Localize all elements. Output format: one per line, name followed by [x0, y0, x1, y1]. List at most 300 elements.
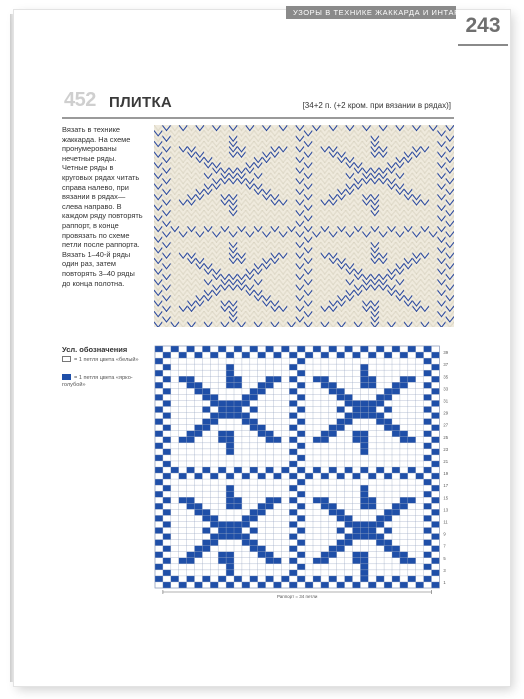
chart-stitch-blue — [218, 576, 226, 582]
chart-stitch-blue — [424, 370, 432, 376]
pattern-stitch-count: [34+2 п. (+2 кром. при вязании в рядах)] — [302, 101, 451, 110]
chart-stitch-blue — [179, 558, 187, 564]
chart-stitch-blue — [234, 534, 242, 540]
chart-stitch-blue — [155, 479, 163, 485]
chart-stitch-blue — [155, 552, 163, 558]
chart-stitch-blue — [210, 521, 218, 527]
chart-stitch-blue — [274, 437, 282, 443]
chart-stitch-blue — [424, 528, 432, 534]
chart-row-number: 25 — [443, 434, 449, 440]
chart-stitch-blue — [187, 437, 195, 443]
chart-stitch-blue — [392, 346, 400, 352]
chart-stitch-blue — [163, 364, 171, 370]
chart-stitch-blue — [226, 352, 234, 358]
chart-stitch-blue — [360, 443, 368, 449]
chart-stitch-blue — [226, 491, 234, 497]
chart-stitch-blue — [376, 419, 384, 425]
chart-stitch-blue — [187, 382, 195, 388]
legend-title: Усл. обозначения — [62, 345, 128, 354]
chart-stitch-blue — [179, 437, 187, 443]
chart-stitch-blue — [392, 509, 400, 515]
chart-stitch-blue — [353, 431, 361, 437]
chart-stitch-blue — [408, 467, 416, 473]
chart-stitch-blue — [384, 425, 392, 431]
chart-stitch-blue — [321, 352, 329, 358]
chart-stitch-blue — [202, 509, 210, 515]
chart-stitch-blue — [195, 473, 203, 479]
chart-stitch-blue — [226, 407, 234, 413]
chart-stitch-blue — [384, 582, 392, 588]
chart-stitch-blue — [432, 400, 440, 406]
chart-stitch-blue — [353, 352, 361, 358]
chart-stitch-blue — [226, 382, 234, 388]
chart-stitch-blue — [329, 576, 337, 582]
chart-stitch-blue — [297, 515, 305, 521]
chart-stitch-blue — [297, 528, 305, 534]
chart-stitch-blue — [368, 376, 376, 382]
chart-stitch-blue — [155, 491, 163, 497]
chart-stitch-blue — [163, 582, 171, 588]
chart-stitch-blue — [345, 540, 353, 546]
chart-stitch-blue — [234, 528, 242, 534]
chart-stitch-blue — [289, 400, 297, 406]
chart-stitch-blue — [360, 570, 368, 576]
chart-stitch-blue — [250, 515, 258, 521]
chart-stitch-blue — [360, 370, 368, 376]
chart-stitch-blue — [384, 407, 392, 413]
chart-stitch-blue — [187, 576, 195, 582]
chart-row-number: 23 — [443, 446, 449, 452]
chart-stitch-blue — [376, 534, 384, 540]
chart-stitch-blue — [210, 540, 218, 546]
chart-stitch-blue — [297, 419, 305, 425]
legend-label-white: = 1 петля цвета «белый» — [74, 357, 139, 363]
chart-stitch-blue — [424, 503, 432, 509]
chart-stitch-blue — [266, 497, 274, 503]
chart-stitch-blue — [432, 352, 440, 358]
chart-stitch-blue — [210, 582, 218, 588]
chart-stitch-blue — [187, 346, 195, 352]
chart-stitch-blue — [195, 388, 203, 394]
chart-stitch-blue — [258, 431, 266, 437]
chart-stitch-blue — [250, 419, 258, 425]
chart-stitch-blue — [424, 564, 432, 570]
chart-stitch-blue — [195, 552, 203, 558]
chart-stitch-blue — [376, 515, 384, 521]
chart-stitch-blue — [226, 443, 234, 449]
chart-stitch-blue — [155, 419, 163, 425]
chart-stitch-blue — [384, 540, 392, 546]
chart-stitch-blue — [368, 407, 376, 413]
chart-stitch-blue — [242, 521, 250, 527]
chart-stitch-blue — [250, 528, 258, 534]
chart-stitch-blue — [179, 497, 187, 503]
chart-stitch-blue — [289, 485, 297, 491]
chart-stitch-blue — [384, 546, 392, 552]
chart-stitch-blue — [353, 582, 361, 588]
chart-stitch-blue — [368, 503, 376, 509]
chart-stitch-blue — [368, 352, 376, 358]
chart-stitch-blue — [155, 407, 163, 413]
chart-stitch-blue — [432, 425, 440, 431]
chart-stitch-blue — [329, 546, 337, 552]
chart-row-number: 19 — [443, 471, 449, 477]
chart-row-number: 35 — [443, 374, 449, 380]
chart-stitch-blue — [234, 346, 242, 352]
chart-stitch-blue — [376, 521, 384, 527]
chart-stitch-blue — [432, 364, 440, 370]
chart-stitch-blue — [368, 534, 376, 540]
chart-stitch-blue — [392, 431, 400, 437]
chart-stitch-blue — [368, 528, 376, 534]
chart-stitch-blue — [392, 552, 400, 558]
chart-stitch-blue — [266, 552, 274, 558]
chart-stitch-blue — [360, 552, 368, 558]
chart-stitch-blue — [360, 382, 368, 388]
chart-stitch-blue — [163, 473, 171, 479]
chart-stitch-blue — [195, 503, 203, 509]
chart-stitch-blue — [424, 467, 432, 473]
chart-stitch-blue — [360, 534, 368, 540]
chart-stitch-blue — [187, 503, 195, 509]
chart-stitch-blue — [376, 413, 384, 419]
chart-stitch-blue — [400, 503, 408, 509]
legend-item-white — [62, 356, 152, 364]
chart-stitch-blue — [305, 582, 313, 588]
chart-stitch-blue — [408, 558, 416, 564]
chart-stitch-blue — [416, 473, 424, 479]
chart-stitch-blue — [337, 388, 345, 394]
title-rule — [62, 117, 454, 119]
chart-row-number: 39 — [443, 350, 449, 356]
chart-stitch-blue — [163, 413, 171, 419]
chart-stitch-blue — [337, 419, 345, 425]
chart-stitch-blue — [155, 540, 163, 546]
chart-stitch-blue — [432, 376, 440, 382]
chart-stitch-blue — [289, 449, 297, 455]
chart-stitch-blue — [432, 473, 440, 479]
chart-stitch-blue — [210, 394, 218, 400]
chart-stitch-blue — [155, 503, 163, 509]
chart-stitch-blue — [289, 521, 297, 527]
chart-stitch-blue — [345, 400, 353, 406]
chart-stitch-blue — [329, 467, 337, 473]
chart-stitch-blue — [297, 370, 305, 376]
chart-stitch-blue — [360, 576, 368, 582]
chart-stitch-blue — [155, 443, 163, 449]
chart-stitch-blue — [258, 582, 266, 588]
chart-stitch-blue — [195, 546, 203, 552]
chart-row-number: 15 — [443, 495, 449, 501]
chart-stitch-blue — [337, 509, 345, 515]
chart-stitch-blue — [432, 497, 440, 503]
chart-stitch-blue — [226, 449, 234, 455]
chart-stitch-blue — [297, 491, 305, 497]
chart-stitch-blue — [313, 558, 321, 564]
chart-stitch-blue — [202, 394, 210, 400]
chart-stitch-blue — [384, 394, 392, 400]
chart-stitch-blue — [163, 461, 171, 467]
chart-stitch-blue — [392, 503, 400, 509]
chart-stitch-blue — [313, 437, 321, 443]
chart-stitch-blue — [281, 576, 289, 582]
chart-stitch-blue — [321, 582, 329, 588]
chart-stitch-blue — [179, 582, 187, 588]
chart-stitch-blue — [400, 473, 408, 479]
chart-stitch-blue — [353, 473, 361, 479]
chart-stitch-blue — [360, 413, 368, 419]
chart-stitch-blue — [155, 455, 163, 461]
chart-stitch-blue — [345, 521, 353, 527]
chart-stitch-blue — [218, 558, 226, 564]
chart-stitch-blue — [424, 358, 432, 364]
chart-stitch-blue — [234, 497, 242, 503]
chart-stitch-blue — [250, 546, 258, 552]
chart-stitch-blue — [297, 443, 305, 449]
page-number-rule — [458, 44, 508, 46]
chart-stitch-blue — [289, 461, 297, 467]
chart-stitch-blue — [266, 376, 274, 382]
chart-stitch-blue — [337, 540, 345, 546]
chart-stitch-blue — [321, 382, 329, 388]
chart-stitch-blue — [360, 431, 368, 437]
chart-stitch-blue — [289, 509, 297, 515]
chart-stitch-blue — [408, 376, 416, 382]
chart-stitch-blue — [384, 509, 392, 515]
chart-stitch-blue — [171, 467, 179, 473]
chart-stitch-blue — [297, 503, 305, 509]
chart-stitch-blue — [274, 376, 282, 382]
chart-row-number: 1 — [443, 579, 446, 585]
chart-stitch-blue — [392, 382, 400, 388]
chart-stitch-blue — [400, 582, 408, 588]
chart-stitch-blue — [313, 576, 321, 582]
chart-stitch-blue — [424, 491, 432, 497]
chart-stitch-blue — [424, 443, 432, 449]
chart-stitch-blue — [195, 425, 203, 431]
chart-stitch-blue — [226, 503, 234, 509]
pattern-number: 452 — [64, 89, 96, 111]
chart-stitch-blue — [360, 449, 368, 455]
chart-stitch-blue — [376, 394, 384, 400]
chart-stitch-blue — [345, 534, 353, 540]
chart-stitch-blue — [155, 358, 163, 364]
chart-stitch-blue — [424, 346, 432, 352]
chart-stitch-blue — [353, 407, 361, 413]
chart-stitch-blue — [187, 552, 195, 558]
chart-stitch-blue — [195, 509, 203, 515]
chart-row-number: 13 — [443, 507, 449, 513]
chart-stitch-blue — [353, 521, 361, 527]
chart-stitch-blue — [210, 419, 218, 425]
chart-stitch-blue — [360, 485, 368, 491]
legend-label-blue: = 1 петля цвета «ярко-голубой» — [62, 375, 133, 388]
legend-swatch-white — [62, 356, 71, 362]
chart-row-number: 21 — [443, 458, 449, 464]
chart-stitch-blue — [416, 352, 424, 358]
chart-stitch-blue — [289, 364, 297, 370]
chart-stitch-blue — [202, 425, 210, 431]
chart-stitch-blue — [226, 564, 234, 570]
knitted-sample-photo — [154, 125, 454, 327]
chart-stitch-blue — [424, 515, 432, 521]
chart-stitch-blue — [226, 413, 234, 419]
chart-stitch-blue — [266, 431, 274, 437]
chart-stitch-blue — [360, 521, 368, 527]
chart-stitch-blue — [337, 546, 345, 552]
chart-stitch-blue — [266, 558, 274, 564]
chart-stitch-blue — [234, 521, 242, 527]
chart-stitch-blue — [171, 346, 179, 352]
chart-stitch-blue — [432, 521, 440, 527]
chart-stitch-blue — [424, 455, 432, 461]
running-head: УЗОРЫ В ТЕХНИКЕ ЖАККАРДА И ИНТАРСИИ — [286, 6, 456, 19]
chart-stitch-blue — [297, 552, 305, 558]
chart-stitch-blue — [313, 346, 321, 352]
chart-stitch-blue — [258, 352, 266, 358]
chart-stitch-blue — [226, 400, 234, 406]
chart-stitch-blue — [368, 497, 376, 503]
chart-stitch-blue — [360, 364, 368, 370]
chart-stitch-blue — [218, 552, 226, 558]
chart-stitch-blue — [432, 449, 440, 455]
chart-stitch-blue — [250, 467, 258, 473]
chart-stitch-blue — [337, 352, 345, 358]
chart-stitch-blue — [329, 503, 337, 509]
chart-row-number: 17 — [443, 483, 449, 489]
chart-stitch-blue — [250, 407, 258, 413]
chart-stitch-blue — [432, 388, 440, 394]
chart-stitch-blue — [297, 431, 305, 437]
chart-stitch-blue — [297, 479, 305, 485]
chart-stitch-blue — [376, 467, 384, 473]
chart-stitch-blue — [384, 419, 392, 425]
chart-stitch-blue — [289, 425, 297, 431]
chart-stitch-blue — [297, 467, 305, 473]
chart-stitch-blue — [424, 552, 432, 558]
chart-stitch-blue — [274, 352, 282, 358]
chart-stitch-blue — [345, 346, 353, 352]
chart-stitch-blue — [384, 528, 392, 534]
chart-stitch-blue — [297, 540, 305, 546]
chart-stitch-blue — [345, 419, 353, 425]
chart-stitch-blue — [321, 376, 329, 382]
chart-stitch-blue — [179, 473, 187, 479]
chart-stitch-blue — [392, 576, 400, 582]
chart-stitch-blue — [187, 558, 195, 564]
knitting-chart — [154, 345, 452, 600]
chart-stitch-blue — [155, 515, 163, 521]
chart-stitch-blue — [210, 413, 218, 419]
chart-stitch-blue — [195, 582, 203, 588]
chart-stitch-blue — [305, 352, 313, 358]
chart-stitch-blue — [321, 558, 329, 564]
chart-stitch-blue — [218, 534, 226, 540]
chart-row-number: 9 — [443, 531, 446, 537]
chart-stitch-blue — [368, 400, 376, 406]
chart-stitch-blue — [297, 346, 305, 352]
chart-stitch-blue — [368, 413, 376, 419]
chart-stitch-blue — [202, 467, 210, 473]
chart-stitch-blue — [250, 388, 258, 394]
chart-stitch-blue — [258, 503, 266, 509]
chart-stitch-blue — [258, 552, 266, 558]
chart-stitch-blue — [424, 419, 432, 425]
chart-stitch-blue — [218, 528, 226, 534]
chart-stitch-blue — [345, 515, 353, 521]
chart-stitch-blue — [179, 352, 187, 358]
instructions-text: Вязать в технике жаккарда. На схеме пронумерованы нечетные ряды. Четные ряды в круговых рядах читать справа налево, при вязании в рядах—слева направо. В каждом ряду повторять раппорт, в конце провязать по схеме петли после раппорта. Вязать 1–40-й ряды один раз, затем повторять 3–40 ряды до конца полотна. — [62, 125, 143, 288]
chart-stitch-blue — [218, 400, 226, 406]
chart-stitch-blue — [313, 376, 321, 382]
chart-stitch-blue — [353, 552, 361, 558]
chart-stitch-blue — [250, 509, 258, 515]
chart-stitch-blue — [226, 364, 234, 370]
chart-stitch-blue — [266, 503, 274, 509]
chart-stitch-blue — [155, 431, 163, 437]
knit-texture — [154, 125, 454, 327]
chart-stitch-blue — [329, 346, 337, 352]
chart-stitch-blue — [289, 376, 297, 382]
chart-stitch-blue — [360, 467, 368, 473]
chart-stitch-blue — [163, 485, 171, 491]
chart-stitch-blue — [250, 540, 258, 546]
chart-stitch-blue — [297, 407, 305, 413]
chart-stitch-blue — [163, 570, 171, 576]
chart-stitch-blue — [163, 400, 171, 406]
chart-stitch-blue — [226, 437, 234, 443]
chart-stitch-blue — [242, 413, 250, 419]
chart-stitch-blue — [250, 576, 258, 582]
chart-stitch-blue — [321, 437, 329, 443]
chart-stitch-blue — [432, 485, 440, 491]
chart-stitch-blue — [297, 564, 305, 570]
chart-stitch-blue — [400, 431, 408, 437]
chart-stitch-blue — [226, 528, 234, 534]
chart-row-number: 37 — [443, 362, 449, 368]
pattern-title: ПЛИТКА — [109, 94, 173, 111]
chart-stitch-blue — [266, 467, 274, 473]
chart-stitch-blue — [289, 558, 297, 564]
chart-stitch-blue — [400, 558, 408, 564]
chart-stitch-blue — [226, 534, 234, 540]
chart-stitch-blue — [155, 382, 163, 388]
chart-stitch-blue — [163, 546, 171, 552]
chart-stitch-blue — [274, 582, 282, 588]
chart-stitch-blue — [218, 431, 226, 437]
chart-stitch-blue — [179, 376, 187, 382]
chart-stitch-blue — [163, 497, 171, 503]
chart-stitch-blue — [226, 473, 234, 479]
chart-stitch-blue — [218, 437, 226, 443]
chart-stitch-blue — [329, 388, 337, 394]
chart-stitch-blue — [258, 388, 266, 394]
chart-stitch-blue — [321, 473, 329, 479]
chart-stitch-blue — [400, 352, 408, 358]
chart-stitch-blue — [408, 346, 416, 352]
chart-stitch-blue — [266, 382, 274, 388]
chart-stitch-blue — [218, 467, 226, 473]
chart-stitch-blue — [163, 521, 171, 527]
chart-row-number: 33 — [443, 386, 449, 392]
chart-grid — [154, 345, 452, 600]
chart-stitch-blue — [195, 382, 203, 388]
legend-swatch-blue — [62, 374, 71, 380]
chart-stitch-blue — [155, 576, 163, 582]
chart-stitch-blue — [392, 388, 400, 394]
chart-stitch-blue — [226, 431, 234, 437]
chart-stitch-blue — [210, 352, 218, 358]
